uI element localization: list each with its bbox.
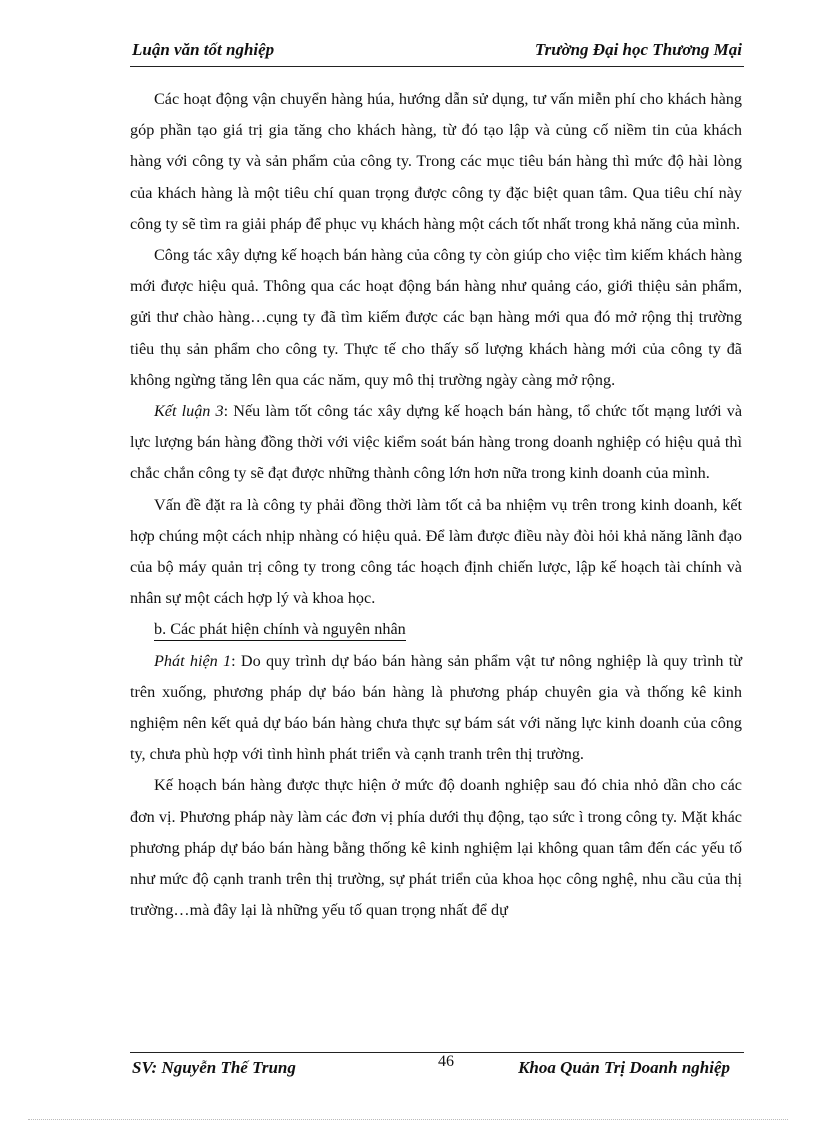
paragraph-2: Công tác xây dựng kế hoạch bán hàng của công ty còn giúp cho việc tìm kiếm khách hàng mới được hiệu quả. Thông qua các hoạt động bán hàng như quảng cáo, giới thiệu sản phẩm, gửi thư chào hàng…cụng ty đã tìm kiếm được các bạn hàng mới qua đó mở rộng thị trường tiêu thụ sản phẩm cho công ty. Thực tế cho thấy số lượng khách hàng mới của công ty đã không ngừng tăng lên qua các năm, quy mô thị trường ngày càng mở rộng. — [130, 246, 742, 389]
paragraph-3 — [130, 396, 742, 490]
paragraph-6: Kế hoạch bán hàng được thực hiện ở mức độ doanh nghiệp sau đó chia nhỏ dần cho các đơn vị. Phương pháp này làm các đơn vị phía dưới thụ động, tạo sức ì trong công ty. Mặt khác phương pháp dự báo bán hàng bằng thống kê kinh nghiệm lại không quan tâm đến các yếu tố như mức độ cạnh tranh trên thị trường, sự phát triển của khoa học công nghệ, nhu cầu của thị trường…mà đây lại là những yếu tố quan trọng nhất để dự — [130, 776, 742, 920]
paragraph-1: Các hoạt động vận chuyển hàng húa, hướng dẫn sử dụng, tư vấn miễn phí cho khách hàng góp phần tạo giá trị gia tăng cho khách hàng, từ đó tạo lập và củng cố niềm tin của khách hàng với công ty và sản phẩm của công ty. Trong các mục tiêu bán hàng thì mức độ hài lòng của khách hàng là một tiêu chí quan trọng được công ty đặc biệt quan tâm. Qua tiêu chí này công ty sẽ tìm ra giải pháp để phục vụ khách hàng một cách tốt nhất trong khả năng của mình. — [130, 90, 742, 233]
header-thesis-label: Luận văn tốt nghiệp — [132, 40, 275, 59]
paragraph-5-text: : Do quy trình dự báo bán hàng sản phẩm vật tư nông nghiệp là quy trình từ trên xuống, phương pháp dự báo bán hàng là phương pháp chuyên gia và thống kê kinh nghiệm nên kết quả dự báo bán hàng chưa thực sự bám sát với năng lực kinh doanh của công ty, chưa phù hợp với tình hình phát triển và cạnh tranh trên thị trường. — [130, 651, 742, 764]
page-edge-dotted-line — [28, 1119, 788, 1120]
section-heading-text: b. Các phát hiện chính và nguyên nhân — [154, 620, 406, 641]
section-heading — [130, 614, 742, 645]
page-number: 46 — [438, 1053, 454, 1070]
footer-student-name: SV: Nguyễn Thế Trung — [132, 1058, 296, 1077]
finding-1-label: Phát hiện 1 — [154, 651, 232, 670]
header-rule — [130, 66, 744, 67]
page-header — [130, 38, 744, 66]
document-body — [130, 84, 742, 926]
footer-faculty-name: Khoa Quản Trị Doanh nghiệp — [518, 1058, 730, 1077]
header-university-label: Trường Đại học Thương Mại — [534, 40, 742, 59]
conclusion-3-label: Kết luận 3 — [154, 402, 224, 421]
paragraph-4: Vấn đề đặt ra là công ty phải đồng thời làm tốt cả ba nhiệm vụ trên trong kinh doanh, kết hợp chúng một cách nhịp nhàng có hiệu quả. Để làm được điều này đòi hỏi khả năng lãnh đạo của bộ máy quản trị công ty trong công tác hoạch định chiến lược, lập kế hoạch tài chính và nhân sự một cách hợp lý và khoa học. — [130, 495, 742, 608]
paragraph-5 — [130, 646, 742, 771]
paragraph-3-text: : Nếu làm tốt công tác xây dựng kế hoạch bán hàng, tổ chức tốt mạng lưới và lực lượng bán hàng đồng thời với việc kiểm soát bán hàng trong doanh nghiệp có hiệu quả thì chắc chắn công ty sẽ đạt được những thành công lớn hơn nữa trong kinh doanh của mình. — [130, 402, 743, 483]
page-footer — [130, 1050, 744, 1082]
